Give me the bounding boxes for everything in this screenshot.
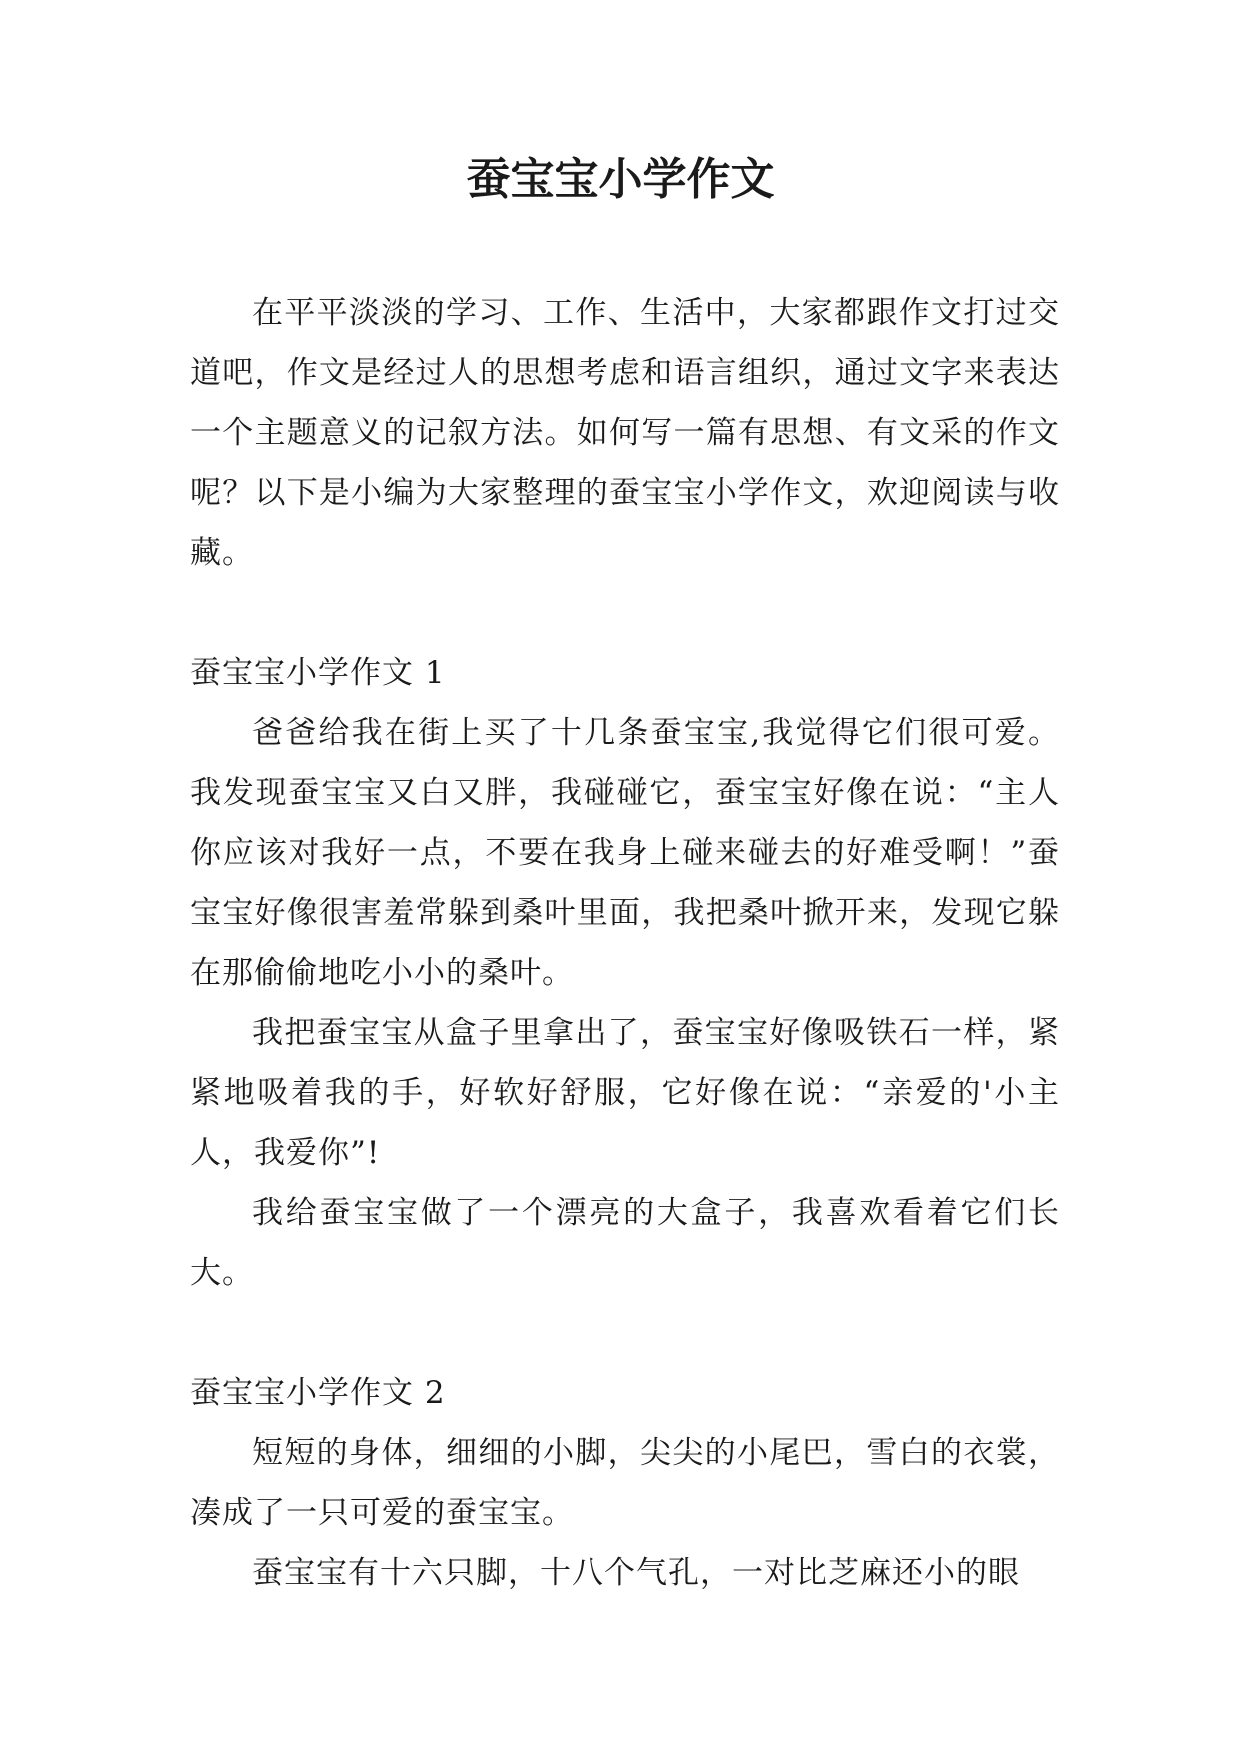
- paragraph: 我把蚕宝宝从盒子里拿出了，蚕宝宝好像吸铁石一样，紧紧地吸着我的手，好软好舒服，它好像在说：“亲爱的'小主人，我爱你”!: [190, 1015, 1060, 1171]
- section-heading: 蚕宝宝小学作文 2: [190, 1375, 446, 1411]
- paragraph: 短短的身体，细细的小脚，尖尖的小尾巴，雪白的衣裳，凑成了一只可爱的蚕宝宝。: [190, 1435, 1060, 1531]
- document-title: 蚕宝宝小学作文: [466, 154, 775, 205]
- section-1: [190, 643, 1060, 1303]
- document-body: [190, 283, 1060, 1603]
- paragraph: 爸爸给我在街上买了十几条蚕宝宝,我觉得它们很可爱。我发现蚕宝宝又白又胖，我碰碰它，蚕宝宝好像在说：“主人你应该对我好一点，不要在我身上碰来碰去的好难受啊！”蚕宝宝好像很害羞常躲到桑叶里面，我把桑叶掀开来，发现它躲在那偷偷地吃小小的桑叶。: [190, 715, 1060, 991]
- section-heading: 蚕宝宝小学作文 1: [190, 655, 446, 691]
- paragraph: 我给蚕宝宝做了一个漂亮的大盒子，我喜欢看着它们长大。: [190, 1195, 1060, 1291]
- paragraph: 蚕宝宝有十六只脚，十八个气孔，一对比芝麻还小的眼: [252, 1555, 1020, 1591]
- section-2: [190, 1363, 1060, 1603]
- intro-paragraph: 在平平淡淡的学习、工作、生活中，大家都跟作文打过交道吧，作文是经过人的思想考虑和语言组织，通过文字来表达一个主题意义的记叙方法。如何写一篇有思想、有文采的作文呢？以下是小编为大家整理的蚕宝宝小学作文，欢迎阅读与收藏。: [190, 295, 1060, 571]
